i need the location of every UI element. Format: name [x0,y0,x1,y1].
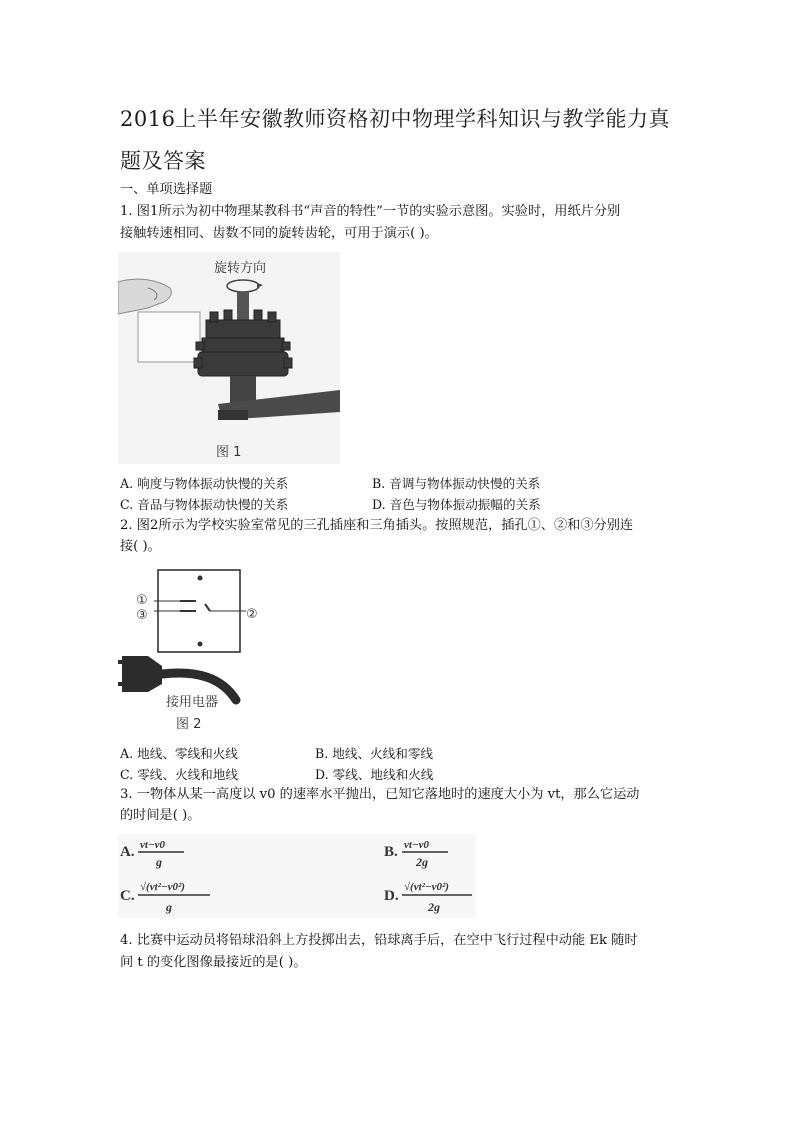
q3-option-d-denominator: 2g [428,900,440,914]
figure-2-socket-plug-image [118,564,270,734]
plug-label: 接用电器 [166,695,219,710]
q1-option-b: B. 音调与物体振动快慢的关系 [372,476,541,491]
q3-option-b-label: B. [384,844,398,860]
q3-formula-options-image [118,834,476,918]
q3-option-c-denominator: g [166,900,172,914]
q1-text-line-1: 1. 图1所示为初中物理某教科书“声音的特性”一节的实验示意图。实验时，用纸片分别 [120,204,621,219]
q3-option-b-denominator: 2g [416,855,428,869]
q2-option-b: B. 地线、火线和零线 [315,746,434,761]
q3-option-a-label: A. [120,844,135,860]
q1-option-d: D. 音色与物体振动振幅的关系 [372,497,541,512]
q3-option-a-numerator: vt−v0 [140,839,165,851]
figure-2-caption: 图 2 [176,717,202,732]
page-title-line-2: 题及答案 [120,149,206,173]
q1-text-line-2: 接触转速相同、齿数不同的旋转齿轮，可用于演示( )。 [120,226,438,241]
section-heading: 一、单项选择题 [120,182,213,197]
q2-option-a: A. 地线、零线和火线 [120,746,238,761]
socket-label-2: ② [246,607,258,622]
q3-option-c-numerator: √(vt²−v0²) [140,881,185,893]
page-title-line-1: 2016上半年安徽教师资格初中物理学科知识与教学能力真 [120,107,670,131]
q3-option-d-numerator: √(vt²−v0²) [404,881,449,893]
q3-text-line-2: 的时间是( )。 [120,808,201,823]
q1-option-a: A. 响度与物体振动快慢的关系 [120,476,289,491]
q2-option-c: C. 零线、火线和地线 [120,767,238,782]
q4-text-line-2: 间 t 的变化图像最接近的是( )。 [120,955,307,970]
q4-text-line-1: 4. 比赛中运动员将铅球沿斜上方投掷出去，铅球离手后，在空中飞行过程中动能 Ek 随时 [120,933,638,948]
q1-option-c: C. 音品与物体振动快慢的关系 [120,497,289,512]
socket-label-3: ③ [136,608,148,623]
figure-1-caption: 图 1 [216,445,242,460]
q3-option-d-label: D. [384,888,399,904]
socket-label-1: ① [136,593,148,608]
q3-option-c-label: C. [120,888,135,904]
figure-1-top-label: 旋转方向 [214,261,267,276]
q3-option-a-denominator: g [156,855,162,869]
q2-option-d: D. 零线、地线和火线 [315,767,434,782]
q3-option-b-numerator: vt−v0 [404,839,429,851]
q2-text-line-2: 接( )。 [120,539,161,554]
figure-1-gear-image [118,252,340,464]
q3-text-line-1: 3. 一物体从某一高度以 v0 的速率水平抛出，已知它落地时的速度大小为 vt，那么它运动 [120,787,640,802]
q2-text-line-1: 2. 图2所示为学校实验室常见的三孔插座和三角插头。按照规范，插孔①、②和③分别连 [120,518,634,533]
